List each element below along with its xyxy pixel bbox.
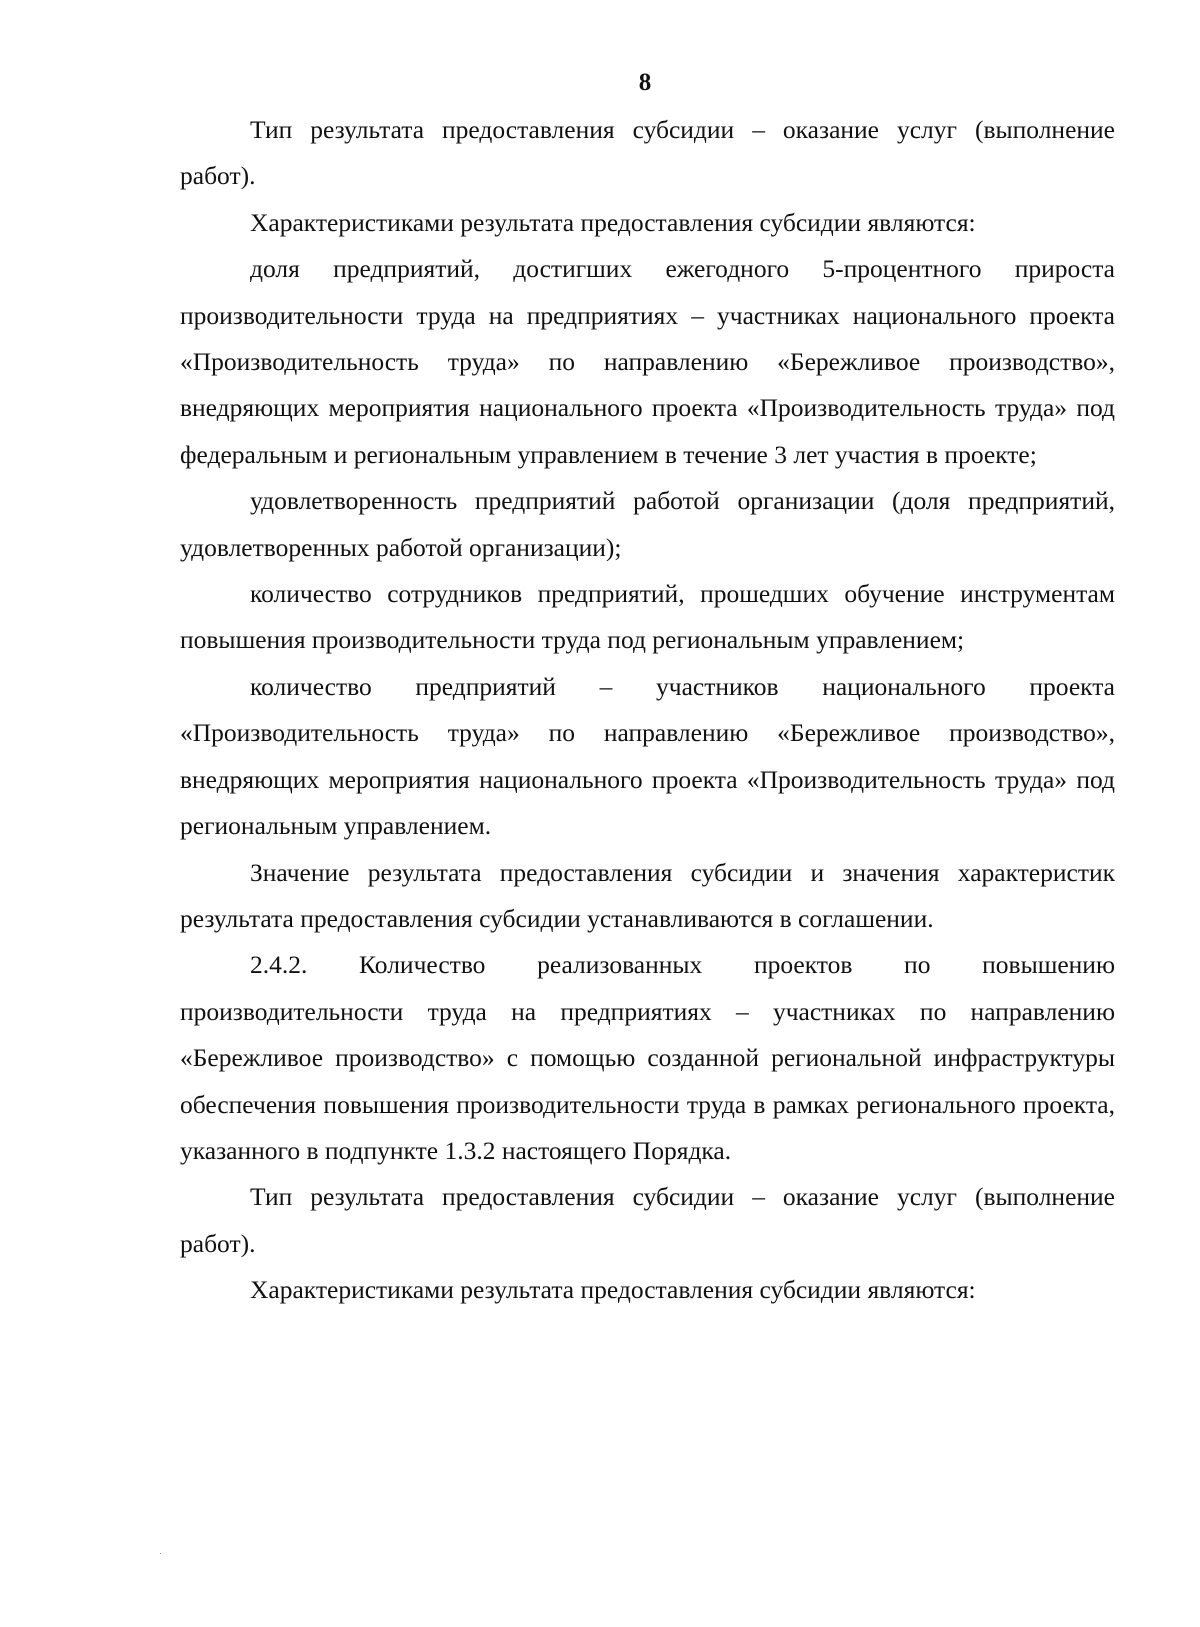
- paragraph-share-of-enterprises: доля предприятий, достигших ежегодного 5-процентного прироста производительности труда на предприятиях – участниках национального проекта «Производительность труда» по направлению «Бережливое производство», внедряющих мероприятия национального проекта «Производительность труда» под федеральным и региональным управлением в течение 3 лет участия в проекте;: [180, 254, 1115, 469]
- paragraph-section-2-4-2: 2.4.2. Количество реализованных проектов по повышению производительности труда на предприятиях – участниках по направлению «Бережливое производство» с помощью созданной региональной инфраструктуры обеспечения повышения производительности труда в рамках регионального проекта, указанного в подпункте 1.3.2 настоящего Порядка.: [180, 950, 1115, 1165]
- paragraph-employees-trained: количество сотрудников предприятий, прошедших обучение инструментам повышения производительности труда под региональным управлением;: [180, 579, 1115, 655]
- paragraph-characteristics-intro-2: Характеристиками результата предоставления субсидии являются:: [250, 1275, 976, 1305]
- page-number: 8: [638, 69, 652, 96]
- paragraph-result-type-1: Тип результата предоставления субсидии – оказание услуг (выполнение работ).: [180, 115, 1115, 191]
- paragraph-satisfaction: удовлетворенность предприятий работой организации (доля предприятий, удовлетворенных работой организации);: [180, 486, 1115, 562]
- document-body: [180, 107, 1115, 1314]
- paragraph-characteristics-intro-1: Характеристиками результата предоставления субсидии являются:: [250, 207, 976, 237]
- paragraph-values-in-agreement: Значение результата предоставления субсидии и значения характеристик результата предоставления субсидии устанавливаются в соглашении.: [180, 857, 1115, 933]
- paragraph-number-of-enterprises: количество предприятий – участников национального проекта «Производительность труда» по направлению «Бережливое производство», внедряющих мероприятия национального проекта «Производительность труда» под региональным управлением.: [180, 671, 1115, 841]
- scan-speck: [160, 1553, 161, 1554]
- paragraph-result-type-2: Тип результата предоставления субсидии – оказание услуг (выполнение работ).: [180, 1182, 1115, 1258]
